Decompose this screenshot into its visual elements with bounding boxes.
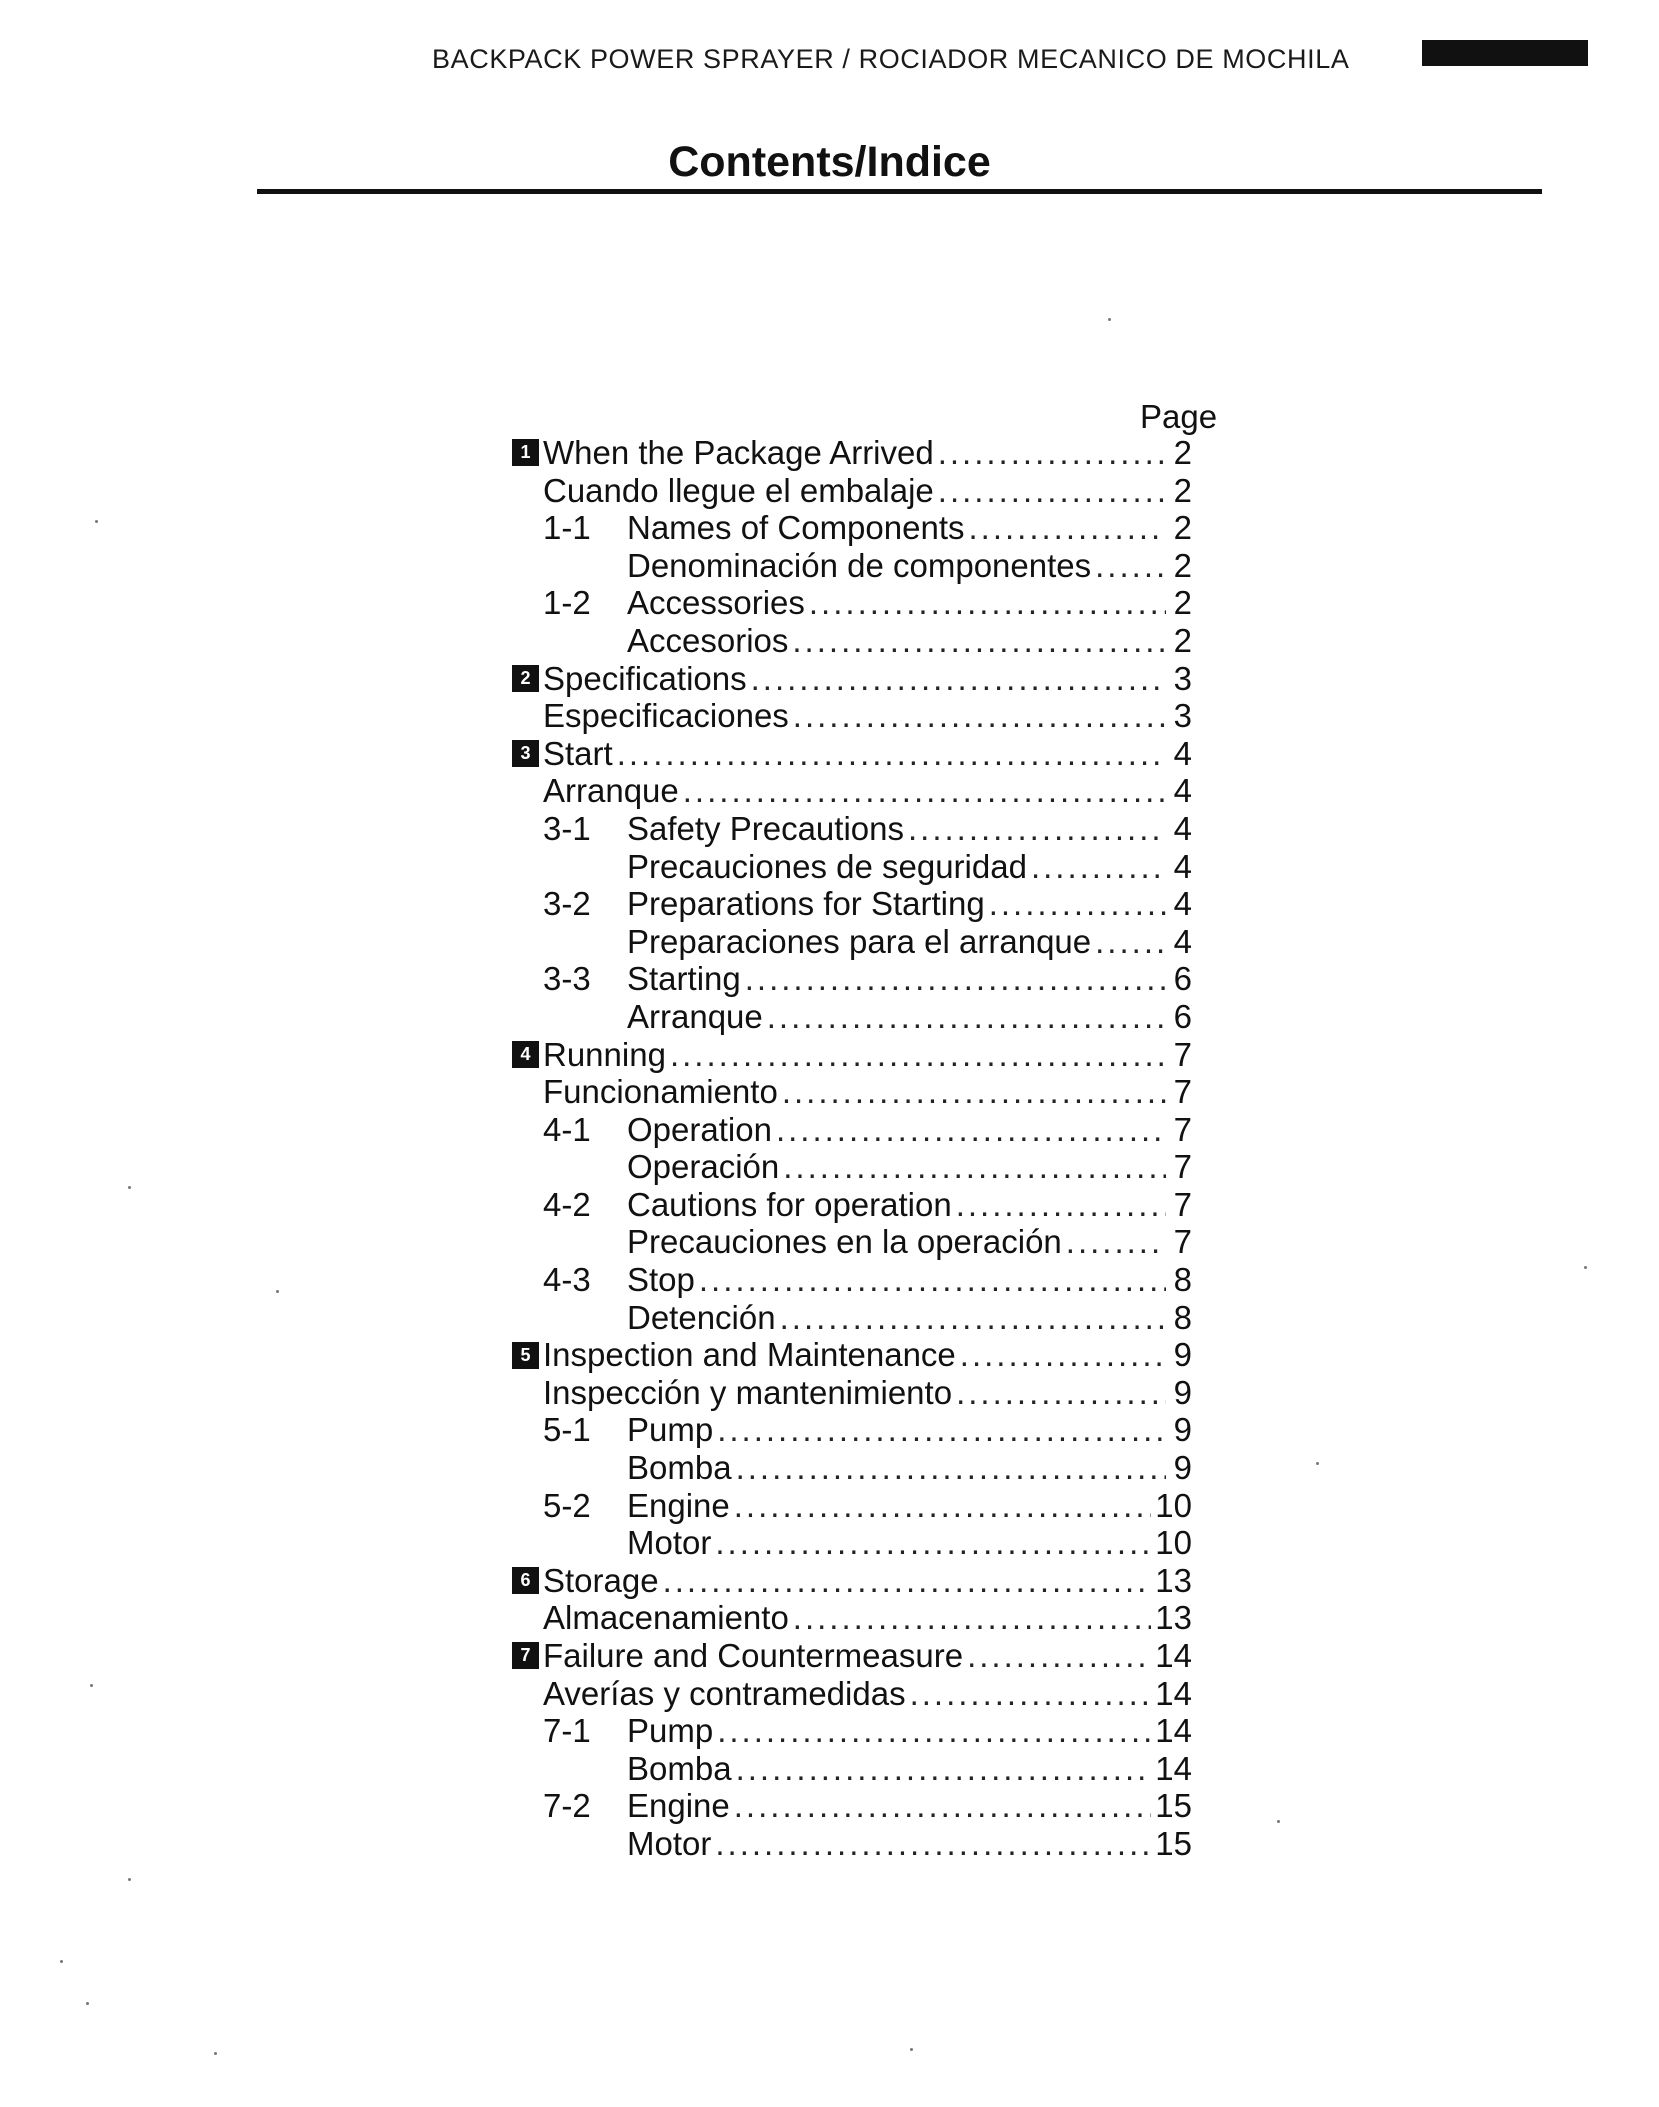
section-number: 3-3 bbox=[543, 960, 591, 998]
toc-entry-label: Pump bbox=[627, 1411, 714, 1449]
toc-page-number: 9 bbox=[1173, 1336, 1192, 1374]
toc-page-number: 9 bbox=[1173, 1373, 1192, 1411]
toc-entry-label: Cuando llegue el embalaje bbox=[543, 471, 934, 509]
toc-entry-label: Funcionamiento bbox=[543, 1073, 778, 1111]
toc-entry bbox=[512, 1750, 1192, 1788]
dot-leader bbox=[908, 810, 1166, 848]
toc-entry-label: Motor bbox=[627, 1524, 712, 1562]
toc-entry bbox=[512, 848, 1192, 886]
dot-leader bbox=[782, 1073, 1166, 1111]
toc-entry bbox=[512, 1524, 1192, 1562]
dot-leader bbox=[1095, 547, 1166, 585]
toc-entry-label: Denominación de componentes bbox=[627, 546, 1092, 584]
dot-leader bbox=[734, 1787, 1152, 1825]
toc-entry bbox=[512, 1299, 1192, 1337]
toc-entry-label: Arranque bbox=[543, 772, 679, 810]
toc-page-number: 14 bbox=[1155, 1712, 1192, 1750]
section-number: 7-1 bbox=[543, 1712, 591, 1750]
toc-page-number: 7 bbox=[1173, 1073, 1192, 1111]
toc-entry-label: Operación bbox=[627, 1148, 780, 1186]
toc-entry bbox=[512, 1787, 1192, 1825]
dot-leader bbox=[663, 1562, 1152, 1600]
toc-entry-label: Accessories bbox=[627, 584, 805, 622]
toc-entry-label: Precauciones en la operación bbox=[627, 1223, 1062, 1261]
section-number: 4-3 bbox=[543, 1261, 591, 1299]
chapter-number-badge: 2 bbox=[512, 665, 539, 692]
toc-entry bbox=[512, 660, 1192, 698]
dot-leader bbox=[699, 1261, 1166, 1299]
section-number: 1-2 bbox=[543, 584, 591, 622]
toc-entry bbox=[512, 547, 1192, 585]
toc-page-number: 7 bbox=[1173, 1148, 1192, 1186]
toc-entry-label: Failure and Countermeasure bbox=[543, 1637, 964, 1674]
toc-entry bbox=[512, 1036, 1192, 1074]
toc-entry bbox=[512, 735, 1192, 773]
dot-leader bbox=[910, 1675, 1152, 1713]
toc-page-number: 3 bbox=[1173, 697, 1192, 735]
toc-entry bbox=[512, 434, 1192, 472]
dot-leader bbox=[717, 1411, 1166, 1449]
dot-leader bbox=[715, 1825, 1151, 1863]
dot-leader bbox=[617, 735, 1166, 773]
dot-leader bbox=[792, 622, 1166, 660]
toc-entry bbox=[512, 509, 1192, 547]
toc-entry-label: Cautions for operation bbox=[627, 1185, 952, 1223]
table-of-contents bbox=[512, 434, 1192, 1863]
section-number: 3-2 bbox=[543, 885, 591, 923]
toc-page-number: 4 bbox=[1173, 922, 1192, 960]
dot-leader bbox=[783, 1148, 1166, 1186]
toc-entry-label: Specifications bbox=[543, 659, 747, 697]
toc-entry-label: Precauciones de seguridad bbox=[627, 847, 1027, 885]
toc-entry-label: Bomba bbox=[627, 1449, 732, 1487]
page-column-label: Page bbox=[1140, 398, 1218, 435]
toc-entry bbox=[512, 998, 1192, 1036]
dot-leader bbox=[989, 885, 1166, 923]
toc-page-number: 2 bbox=[1173, 471, 1192, 509]
toc-entry bbox=[512, 885, 1192, 923]
toc-page-number: 6 bbox=[1173, 997, 1192, 1035]
dot-leader bbox=[1095, 923, 1166, 961]
toc-entry-label: Engine bbox=[627, 1486, 730, 1524]
toc-entry-label: Stop bbox=[627, 1261, 695, 1299]
chapter-number-badge: 7 bbox=[512, 1642, 539, 1669]
chapter-number-badge: 1 bbox=[512, 439, 539, 466]
toc-entry bbox=[512, 1336, 1192, 1374]
toc-page-number: 3 bbox=[1173, 659, 1192, 697]
dot-leader bbox=[734, 1487, 1152, 1525]
toc-entry-label: Engine bbox=[627, 1787, 730, 1825]
toc-entry bbox=[512, 1487, 1192, 1525]
toc-entry bbox=[512, 1599, 1192, 1637]
dot-leader bbox=[767, 998, 1166, 1036]
toc-page-number: 7 bbox=[1173, 1035, 1192, 1073]
chapter-number-badge: 3 bbox=[512, 740, 539, 767]
toc-page-number: 2 bbox=[1173, 434, 1192, 471]
toc-entry-label: Detención bbox=[627, 1298, 776, 1336]
toc-page-number: 2 bbox=[1173, 546, 1192, 584]
toc-entry-label: Preparations for Starting bbox=[627, 885, 985, 923]
section-number: 7-2 bbox=[543, 1787, 591, 1825]
toc-entry bbox=[512, 1712, 1192, 1750]
toc-entry bbox=[512, 772, 1192, 810]
section-number: 5-1 bbox=[543, 1411, 591, 1449]
toc-page-number: 14 bbox=[1155, 1749, 1192, 1787]
toc-entry bbox=[512, 1148, 1192, 1186]
section-number: 4-2 bbox=[543, 1185, 591, 1223]
dot-leader bbox=[780, 1299, 1166, 1337]
toc-page-number: 4 bbox=[1173, 885, 1192, 923]
toc-entry bbox=[512, 810, 1192, 848]
dot-leader bbox=[969, 509, 1167, 547]
toc-entry-label: When the Package Arrived bbox=[543, 434, 934, 471]
dot-leader bbox=[938, 434, 1166, 472]
running-header: BACKPACK POWER SPRAYER / ROCIADOR MECANICO DE MOCHILA bbox=[432, 44, 1350, 74]
toc-entry-label: Pump bbox=[627, 1712, 714, 1750]
toc-entry bbox=[512, 472, 1192, 510]
toc-entry bbox=[512, 584, 1192, 622]
toc-entry-label: Inspection and Maintenance bbox=[543, 1336, 956, 1374]
toc-entry-label: Motor bbox=[627, 1824, 712, 1862]
toc-entry bbox=[512, 1186, 1192, 1224]
dot-leader bbox=[745, 960, 1166, 998]
toc-page-number: 14 bbox=[1155, 1674, 1192, 1712]
dot-leader bbox=[956, 1186, 1166, 1224]
toc-page-number: 4 bbox=[1173, 734, 1192, 772]
dot-leader bbox=[793, 1599, 1151, 1637]
toc-entry-label: Especificaciones bbox=[543, 697, 789, 735]
toc-entry-label: Starting bbox=[627, 960, 741, 998]
toc-page-number: 4 bbox=[1173, 847, 1192, 885]
toc-entry bbox=[512, 923, 1192, 961]
dot-leader bbox=[1031, 848, 1166, 886]
toc-page-number: 10 bbox=[1155, 1524, 1192, 1562]
toc-page-number: 13 bbox=[1155, 1561, 1192, 1599]
toc-page-number: 15 bbox=[1155, 1787, 1192, 1825]
chapter-number-badge: 6 bbox=[512, 1567, 539, 1594]
title-divider bbox=[257, 189, 1542, 194]
toc-page-number: 7 bbox=[1173, 1110, 1192, 1148]
toc-page-number: 15 bbox=[1155, 1824, 1192, 1862]
toc-entry-label: Names of Components bbox=[627, 509, 965, 547]
section-number: 1-1 bbox=[543, 509, 591, 547]
toc-entry bbox=[512, 697, 1192, 735]
dot-leader bbox=[938, 472, 1166, 510]
toc-page-number: 13 bbox=[1155, 1599, 1192, 1637]
toc-entry bbox=[512, 1411, 1192, 1449]
toc-page-number: 2 bbox=[1173, 621, 1192, 659]
toc-page-number: 2 bbox=[1173, 509, 1192, 547]
toc-entry-label: Accesorios bbox=[627, 621, 789, 659]
toc-page-number: 6 bbox=[1173, 960, 1192, 998]
toc-entry bbox=[512, 1073, 1192, 1111]
toc-page-number: 8 bbox=[1173, 1261, 1192, 1299]
dot-leader bbox=[960, 1336, 1166, 1374]
page-title: Contents/Indice bbox=[668, 138, 991, 186]
toc-entry bbox=[512, 1449, 1192, 1487]
section-number: 5-2 bbox=[543, 1486, 591, 1524]
toc-entry bbox=[512, 1637, 1192, 1675]
chapter-number-badge: 4 bbox=[512, 1041, 539, 1068]
toc-entry-label: Safety Precautions bbox=[627, 809, 904, 847]
toc-page-number: 4 bbox=[1173, 772, 1192, 810]
dot-leader bbox=[776, 1111, 1166, 1149]
dot-leader bbox=[736, 1750, 1152, 1788]
chapter-number-badge: 5 bbox=[512, 1342, 539, 1369]
toc-page-number: 14 bbox=[1155, 1637, 1192, 1674]
dot-leader bbox=[967, 1637, 1151, 1675]
toc-entry-label: Running bbox=[543, 1035, 666, 1073]
toc-entry bbox=[512, 1675, 1192, 1713]
section-tab-marker bbox=[1422, 40, 1588, 66]
toc-entry-label: Inspección y mantenimiento bbox=[543, 1373, 953, 1411]
section-number: 3-1 bbox=[543, 809, 591, 847]
toc-entry bbox=[512, 1111, 1192, 1149]
dot-leader bbox=[793, 697, 1166, 735]
toc-page-number: 9 bbox=[1173, 1411, 1192, 1449]
toc-entry-label: Averías y contramedidas bbox=[543, 1674, 906, 1712]
toc-page-number: 9 bbox=[1173, 1449, 1192, 1487]
toc-page-number: 8 bbox=[1173, 1298, 1192, 1336]
toc-page-number: 7 bbox=[1173, 1223, 1192, 1261]
toc-entry-label: Bomba bbox=[627, 1749, 732, 1787]
toc-entry-label: Almacenamiento bbox=[543, 1599, 789, 1637]
toc-entry-label: Operation bbox=[627, 1110, 772, 1148]
toc-entry-label: Storage bbox=[543, 1561, 659, 1599]
dot-leader bbox=[683, 772, 1166, 810]
toc-entry bbox=[512, 1261, 1192, 1299]
dot-leader bbox=[956, 1374, 1166, 1412]
toc-entry-label: Preparaciones para el arranque bbox=[627, 922, 1092, 960]
toc-entry bbox=[512, 622, 1192, 660]
dot-leader bbox=[1066, 1223, 1166, 1261]
dot-leader bbox=[751, 660, 1166, 698]
dot-leader bbox=[736, 1449, 1166, 1487]
toc-page-number: 4 bbox=[1173, 809, 1192, 847]
dot-leader bbox=[715, 1524, 1151, 1562]
dot-leader bbox=[670, 1036, 1166, 1074]
toc-page-number: 2 bbox=[1173, 584, 1192, 622]
toc-entry bbox=[512, 1223, 1192, 1261]
section-number: 4-1 bbox=[543, 1110, 591, 1148]
dot-leader bbox=[717, 1712, 1151, 1750]
dot-leader bbox=[809, 584, 1166, 622]
toc-page-number: 10 bbox=[1155, 1486, 1192, 1524]
toc-entry-label: Start bbox=[543, 734, 613, 772]
toc-entry bbox=[512, 1825, 1192, 1863]
toc-entry bbox=[512, 1562, 1192, 1600]
toc-entry bbox=[512, 960, 1192, 998]
toc-entry-label: Arranque bbox=[627, 997, 763, 1035]
toc-page-number: 7 bbox=[1173, 1185, 1192, 1223]
toc-entry bbox=[512, 1374, 1192, 1412]
